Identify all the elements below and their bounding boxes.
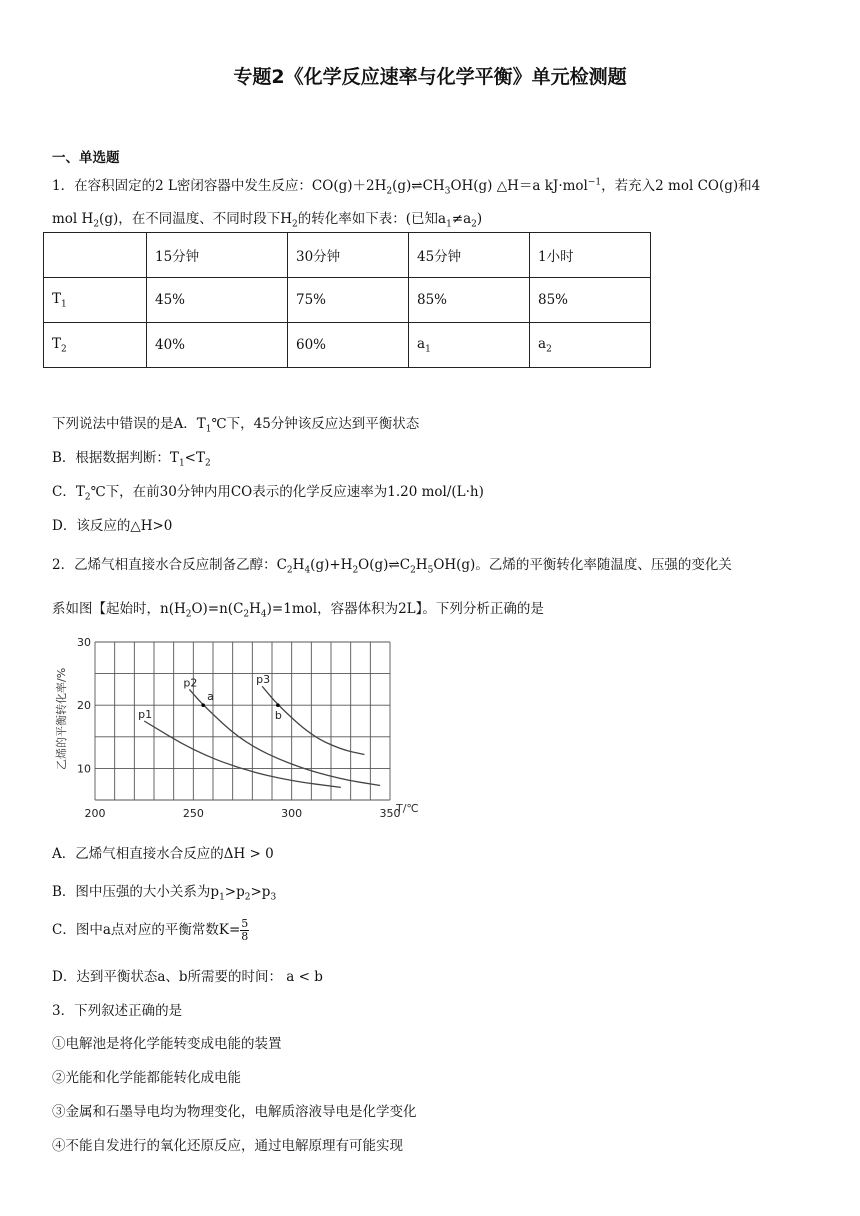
chart-series bbox=[138, 673, 380, 787]
chart-xlabel: T/℃ bbox=[396, 802, 419, 815]
q3-stem: 3．下列叙述正确的是 bbox=[52, 1003, 183, 1019]
point-label-a: a bbox=[207, 690, 214, 704]
table-cell bbox=[44, 233, 147, 278]
q1-prompt: 下列说法中错误的是A．$T_1℃$下，45分钟该反应达到平衡状态 bbox=[52, 416, 420, 435]
table-row bbox=[44, 278, 651, 323]
x-tick-label: 200 bbox=[84, 807, 106, 820]
q3-item: ②光能和化学能都能转化成电能 bbox=[52, 1070, 241, 1086]
table-cell: $a_2$ bbox=[530, 323, 651, 368]
series-label-p3: p3 bbox=[256, 673, 271, 687]
x-tick-label: 300 bbox=[281, 807, 303, 820]
table-cell: 30分钟 bbox=[288, 233, 409, 278]
x-tick-label: 250 bbox=[182, 807, 204, 820]
q2-option-d: D．达到平衡状态a、b所需要的时间： a < b bbox=[52, 969, 323, 985]
chart-ylabel: 乙烯的平衡转化率/% bbox=[55, 667, 68, 770]
series-label-p2: p2 bbox=[183, 676, 198, 690]
table-cell: 40% bbox=[147, 323, 288, 368]
y-tick-label: 10 bbox=[77, 762, 91, 776]
chart-ticks bbox=[77, 636, 401, 820]
x-tick-label: 350 bbox=[379, 807, 401, 820]
point-label-b: b bbox=[274, 709, 282, 723]
q1-option-d: D．该反应的△H>0 bbox=[52, 518, 173, 534]
q1-table bbox=[43, 232, 651, 368]
table-cell: 75% bbox=[288, 278, 409, 323]
q2-stem-line2: 系如图【起始时，$n(H_2O)=n(C_2H_4)=1mol$，容器体积为2L】。下列分析正确的是 bbox=[52, 601, 544, 620]
q2-stem-line1: 2．乙烯气相直接水合反应制备乙醇：$C_2H_4(g)+H_2O(g)\rightleftharpoons C_2H_5OH(g)$。乙烯的平衡转化率随温度、压强的变化关 bbox=[52, 557, 732, 576]
y-tick-label: 20 bbox=[77, 699, 91, 713]
table-cell: $T_1$ bbox=[44, 278, 147, 323]
series-line-p2 bbox=[189, 689, 380, 785]
table-row bbox=[44, 323, 651, 368]
page-title: 专题2《化学反应速率与化学平衡》单元检测题 bbox=[233, 66, 627, 88]
q1-option-b: B．根据数据判断：$T_1<T_2$ bbox=[52, 450, 211, 469]
q2-option-c: C．图中a点对应的平衡常数K= $\frac{5}{8}$ bbox=[52, 917, 249, 943]
q3-item: ③金属和石墨导电均为物理变化，电解质溶液导电是化学变化 bbox=[52, 1104, 417, 1120]
fraction: $\frac{5}{8}$ bbox=[241, 917, 249, 943]
table-cell: $T_2$ bbox=[44, 323, 147, 368]
conversion-chart bbox=[52, 630, 432, 830]
q1-stem-line2: mol $H_2(g)$，在不同温度、不同时段下$H_2$的转化率如下表：(已知$a_1\ne a_2$) bbox=[52, 211, 483, 230]
q2-option-b: B．图中压强的大小关系为$p_1>p_2>p_3$ bbox=[52, 884, 277, 903]
point-b bbox=[276, 703, 280, 707]
table-cell: 45分钟 bbox=[409, 233, 530, 278]
table-cell: 15分钟 bbox=[147, 233, 288, 278]
q1-stem-line1: 1．在容积固定的2 L密闭容器中发生反应：$CO(g)+2H_2(g)\rightleftharpoons CH_3OH(g)$ △H＝a kJ·mol$^{-1}$，若充入2 mol CO(g)和4 bbox=[52, 177, 761, 197]
section-heading: 一、单选题 bbox=[52, 150, 120, 166]
table-cell: 45% bbox=[147, 278, 288, 323]
table-cell: 85% bbox=[409, 278, 530, 323]
table-cell: $a_1$ bbox=[409, 323, 530, 368]
chart-grid bbox=[95, 642, 390, 800]
q3-item: ④不能自发进行的氧化还原反应，通过电解原理有可能实现 bbox=[52, 1138, 403, 1154]
q3-item: ①电解池是将化学能转变成电能的装置 bbox=[52, 1036, 282, 1052]
table-cell: 1小时 bbox=[530, 233, 651, 278]
table-row bbox=[44, 233, 651, 278]
y-tick-label: 30 bbox=[77, 636, 91, 649]
point-a bbox=[201, 703, 205, 707]
series-label-p1: p1 bbox=[138, 708, 153, 721]
table-cell: 85% bbox=[530, 278, 651, 323]
q2-option-a: A．乙烯气相直接水合反应的ΔH > 0 bbox=[52, 846, 274, 862]
table-cell: 60% bbox=[288, 323, 409, 368]
q1-option-c: C．$T_2℃$下，在前30分钟内用CO表示的化学反应速率为1.20 mol/(L·h) bbox=[52, 484, 484, 503]
